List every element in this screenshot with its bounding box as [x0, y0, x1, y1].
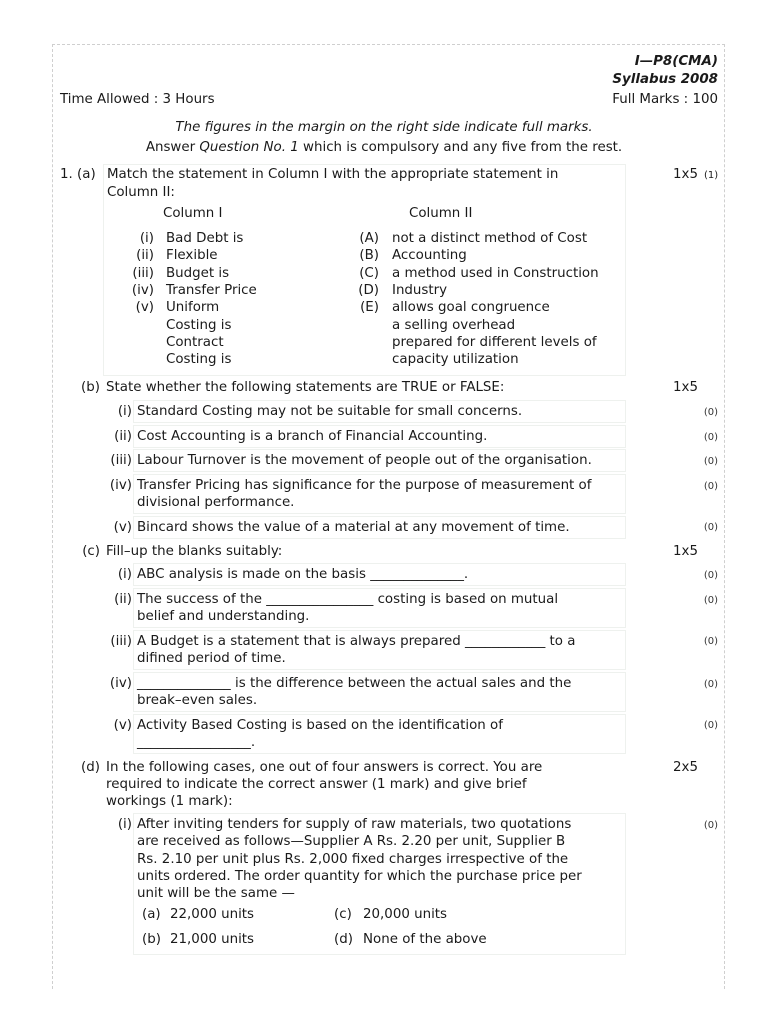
q1d-item-text: are received as follows—Supplier A Rs. 2.20 per unit, Supplier B	[137, 834, 566, 849]
instruction-margin: The figures in the margin on the right side indicate full marks.	[175, 120, 593, 135]
q1b-item-num: (i)	[117, 404, 132, 419]
col2-text: Industry	[392, 283, 448, 298]
q1b-item-text: divisional performance.	[137, 495, 295, 510]
q1a-number: 1. (a)	[60, 167, 96, 182]
instruction-answer: Answer Question No. 1 which is compulsory and any five from the rest.	[145, 140, 623, 155]
col2-num: (E)	[360, 300, 379, 315]
q1c-item-num: (iv)	[109, 676, 132, 691]
q1b-item-badge: (0)	[703, 407, 718, 418]
col2-num: (A)	[359, 231, 379, 246]
col2-text: Accounting	[392, 248, 467, 263]
q1c-item-text: A Budget is a statement that is always prepared ____________ to a	[137, 634, 576, 649]
q1d-text-line1: In the following cases, one out of four answers is correct. You are	[106, 760, 543, 775]
q1a-text-line2: Column II:	[107, 185, 175, 200]
col1-text: Costing is	[166, 352, 232, 367]
q1b-number: (b)	[81, 380, 100, 395]
col2-num: (B)	[359, 248, 379, 263]
col1-text: Transfer Price	[166, 283, 257, 298]
q1b-item-num: (iii)	[110, 453, 132, 468]
column-1-header: Column I	[163, 206, 223, 221]
q1c-item-num: (iii)	[110, 634, 132, 649]
col1-text: Costing is	[166, 318, 232, 333]
q1c-item-text: The success of the ________________ costing is based on mutual	[137, 592, 559, 607]
q1d-number: (d)	[81, 760, 100, 775]
q1c-item-badge: (0)	[703, 679, 718, 690]
q1b-item-badge: (0)	[703, 456, 718, 467]
option-text: 21,000 units	[170, 932, 255, 947]
q1b-item-num: (ii)	[114, 429, 132, 444]
q1c-item-text: break–even sales.	[137, 693, 258, 708]
q1b-item-text: Standard Costing may not be suitable for small concerns.	[137, 404, 523, 419]
col1-num: (iv)	[131, 283, 154, 298]
q1b-item-badge: (0)	[703, 432, 718, 443]
q1c-item-badge: (0)	[703, 636, 718, 647]
col2-num: (C)	[359, 266, 379, 281]
option-text: 20,000 units	[363, 907, 448, 922]
q1d-item-text: unit will be the same —	[137, 886, 295, 901]
col2-num: (D)	[358, 283, 379, 298]
q1c-item-badge: (0)	[703, 595, 718, 606]
time-allowed: Time Allowed : 3 Hours	[60, 92, 215, 107]
q1a-badge: (1)	[704, 170, 719, 181]
col2-text: capacity utilization	[392, 352, 519, 367]
col1-num: (ii)	[136, 248, 154, 263]
syllabus: Syllabus 2008	[612, 72, 718, 87]
full-marks: Full Marks : 100	[612, 92, 718, 107]
q1c-item-text: Activity Based Costing is based on the identification of	[137, 718, 503, 733]
q1c-item-num: (v)	[113, 718, 132, 733]
col1-text: Bad Debt is	[166, 231, 244, 246]
q1c-text: Fill–up the blanks suitably:	[106, 544, 283, 559]
col2-text: not a distinct method of Cost	[392, 231, 588, 246]
col2-text: a selling overhead	[392, 318, 516, 333]
q1c-item-text: belief and understanding.	[137, 609, 310, 624]
q1a-marks: 1x5	[673, 167, 698, 182]
q1d-item-num: (i)	[117, 817, 132, 832]
q1b-text: State whether the following statements are TRUE or FALSE:	[106, 380, 505, 395]
q1b-item-text: Cost Accounting is a branch of Financial Accounting.	[137, 429, 488, 444]
col1-text: Uniform	[166, 300, 220, 315]
q1b-item-num: (iv)	[109, 478, 132, 493]
q1b-item-text: Bincard shows the value of a material at any movement of time.	[137, 520, 570, 535]
option-text: None of the above	[363, 932, 487, 947]
col2-text: a method used in Construction	[392, 266, 599, 281]
q1b-item-num: (v)	[113, 520, 132, 535]
option-label: (d)	[334, 932, 353, 947]
col2-text: allows goal congruence	[392, 300, 550, 315]
col1-num: (v)	[135, 300, 154, 315]
q1c-item-num: (i)	[117, 567, 132, 582]
q1d-item-text: units ordered. The order quantity for which the purchase price per	[137, 869, 582, 884]
option-label: (c)	[334, 907, 352, 922]
q1c-item-badge: (0)	[703, 720, 718, 731]
col1-num: (i)	[139, 231, 154, 246]
q1b-item-text: Transfer Pricing has significance for the purpose of measurement of	[137, 478, 592, 493]
q1c-item-text: _________________.	[137, 735, 256, 750]
q1a-text-line1: Match the statement in Column I with the appropriate statement in	[107, 167, 559, 182]
col1-text: Contract	[166, 335, 224, 350]
q1c-item-text: ABC analysis is made on the basis ______________.	[137, 567, 469, 582]
q1c-item-num: (ii)	[114, 592, 132, 607]
q1d-text-line2: required to indicate the correct answer (1 mark) and give brief	[106, 777, 527, 792]
col1-text: Budget is	[166, 266, 230, 281]
q1d-text-line3: workings (1 mark):	[106, 794, 233, 809]
option-text: 22,000 units	[170, 907, 255, 922]
column-2-header: Column II	[409, 206, 473, 221]
q1b-item-text: Labour Turnover is the movement of people out of the organisation.	[137, 453, 592, 468]
paper-code: I—P8(CMA)	[634, 54, 718, 69]
q1d-marks: 2x5	[673, 760, 698, 775]
q1d-item-text: After inviting tenders for supply of raw materials, two quotations	[137, 817, 572, 832]
option-label: (a)	[142, 907, 161, 922]
q1c-number: (c)	[82, 544, 100, 559]
q1b-item-badge: (0)	[703, 481, 718, 492]
q1b-item-badge: (0)	[703, 522, 718, 533]
q1d-item-badge: (0)	[703, 820, 718, 831]
q1c-item-badge: (0)	[703, 570, 718, 581]
option-label: (b)	[142, 932, 161, 947]
col1-text: Flexible	[166, 248, 218, 263]
col2-text: prepared for different levels of	[392, 335, 597, 350]
q1c-marks: 1x5	[673, 544, 698, 559]
q1d-item-text: Rs. 2.10 per unit plus Rs. 2,000 fixed charges irrespective of the	[137, 852, 569, 867]
q1b-marks: 1x5	[673, 380, 698, 395]
q1c-item-text: ______________ is the difference between the actual sales and the	[137, 676, 572, 691]
q1c-item-text: difined period of time.	[137, 651, 286, 666]
col1-num: (iii)	[132, 266, 154, 281]
